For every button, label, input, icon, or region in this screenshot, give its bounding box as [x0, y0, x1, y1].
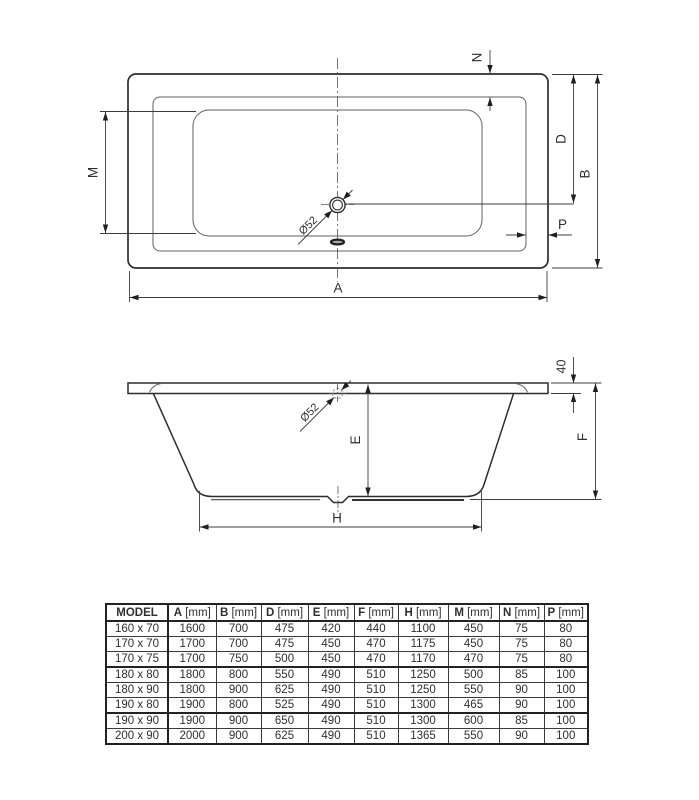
cell-e: 490	[308, 729, 354, 745]
cell-model: 180 x 80	[106, 667, 168, 683]
cell-p: 100	[544, 683, 588, 698]
table-row-160x70	[106, 621, 588, 637]
cell-b: 700	[216, 621, 261, 637]
cell-e: 490	[308, 698, 354, 714]
cell-f: 510	[354, 683, 398, 698]
table-row-200x90	[106, 729, 588, 745]
drain-diameter-label-side: Ø52	[298, 401, 322, 425]
cell-p: 100	[544, 713, 588, 729]
table-row-170x70	[106, 637, 588, 652]
column-header-n: N [mm]	[499, 604, 544, 621]
dim-label-b: B	[577, 169, 593, 179]
dim-label-a: A	[333, 280, 343, 296]
cell-model: 180 x 90	[106, 683, 168, 698]
cell-f: 510	[354, 667, 398, 683]
tub-rim-inner	[153, 97, 526, 251]
cell-m: 500	[448, 667, 499, 683]
dim-label-40: 40	[554, 359, 569, 374]
cell-n: 90	[499, 698, 544, 714]
cell-p: 80	[544, 621, 588, 637]
drain-diameter-label-top: Ø52	[296, 214, 320, 238]
cell-b: 700	[216, 637, 261, 652]
cell-d: 650	[261, 713, 308, 729]
dim-label-d: D	[553, 134, 569, 144]
dim-label-f: F	[575, 432, 590, 442]
dim-label-p: P	[557, 217, 568, 232]
column-header-model: MODEL	[106, 604, 168, 621]
cell-e: 490	[308, 713, 354, 729]
column-header-b: B [mm]	[216, 604, 261, 621]
cell-d: 550	[261, 667, 308, 683]
cell-n: 90	[499, 729, 544, 745]
dim-F	[470, 384, 602, 500]
cell-f: 510	[354, 698, 398, 714]
cell-e: 450	[308, 652, 354, 668]
cell-n: 90	[499, 683, 544, 698]
cell-f: 510	[354, 713, 398, 729]
cell-a: 1800	[168, 667, 216, 683]
cell-a: 2000	[168, 729, 216, 745]
cell-a: 1900	[168, 698, 216, 714]
dim-rim-40	[551, 357, 602, 413]
cell-d: 525	[261, 698, 308, 714]
cell-p: 100	[544, 729, 588, 745]
dim-E	[348, 385, 371, 497]
cell-n: 85	[499, 713, 544, 729]
cell-m: 550	[448, 683, 499, 698]
cell-a: 1600	[168, 621, 216, 637]
cell-model: 200 x 90	[106, 729, 168, 745]
table-row-190x80	[106, 698, 588, 714]
cell-n: 85	[499, 667, 544, 683]
cell-e: 490	[308, 667, 354, 683]
cell-model: 170 x 75	[106, 652, 168, 668]
cell-p: 80	[544, 652, 588, 668]
dim-A	[130, 271, 548, 302]
dim-label-e: E	[348, 435, 363, 445]
cell-d: 500	[261, 652, 308, 668]
cell-h: 1365	[398, 729, 448, 745]
dim-label-m: M	[85, 166, 101, 179]
cell-h: 1175	[398, 637, 448, 652]
table-head	[106, 604, 588, 621]
cell-a: 1900	[168, 713, 216, 729]
overflow-marker	[331, 240, 344, 245]
cell-h: 1300	[398, 698, 448, 714]
side-view	[128, 357, 602, 532]
cell-e: 490	[308, 683, 354, 698]
column-header-a: A [mm]	[168, 604, 216, 621]
cell-p: 80	[544, 637, 588, 652]
table-row-180x90	[106, 683, 588, 698]
cell-a: 1700	[168, 637, 216, 652]
dimension-table	[105, 603, 589, 745]
drain-circle	[321, 197, 354, 212]
tub-body-profile	[154, 394, 514, 503]
dim-B	[552, 75, 603, 268]
cell-d: 625	[261, 729, 308, 745]
dim-label-h: H	[332, 510, 342, 526]
cell-e: 450	[308, 637, 354, 652]
column-header-h: H [mm]	[398, 604, 448, 621]
cell-d: 475	[261, 637, 308, 652]
table-body	[106, 621, 588, 744]
cell-m: 450	[448, 637, 499, 652]
cell-d: 475	[261, 621, 308, 637]
cell-b: 800	[216, 667, 261, 683]
cell-h: 1170	[398, 652, 448, 668]
cell-a: 1700	[168, 652, 216, 668]
dim-D	[552, 75, 603, 204]
cell-h: 1300	[398, 713, 448, 729]
cell-model: 160 x 70	[106, 621, 168, 637]
cell-f: 470	[354, 652, 398, 668]
dim-P	[506, 217, 572, 238]
cell-h: 1250	[398, 667, 448, 683]
cell-h: 1100	[398, 621, 448, 637]
cell-model: 190 x 90	[106, 713, 168, 729]
cell-model: 170 x 70	[106, 637, 168, 652]
dim-M	[86, 112, 197, 234]
cell-b: 800	[216, 698, 261, 714]
cell-m: 470	[448, 652, 499, 668]
cell-e: 420	[308, 621, 354, 637]
table-row-180x80	[106, 667, 588, 683]
cell-a: 1800	[168, 683, 216, 698]
cell-m: 465	[448, 698, 499, 714]
column-header-f: F [mm]	[354, 604, 398, 621]
dim-label-n: N	[469, 52, 485, 63]
cell-f: 440	[354, 621, 398, 637]
cell-p: 100	[544, 667, 588, 683]
cell-p: 100	[544, 698, 588, 714]
cell-f: 510	[354, 729, 398, 745]
table-row-170x75	[106, 652, 588, 668]
cell-b: 900	[216, 683, 261, 698]
cell-n: 75	[499, 637, 544, 652]
dim-N	[470, 50, 493, 111]
table-row-190x90	[106, 713, 588, 729]
cell-m: 450	[448, 621, 499, 637]
cell-model: 190 x 80	[106, 698, 168, 714]
column-header-p: P [mm]	[544, 604, 588, 621]
cell-f: 470	[354, 637, 398, 652]
cell-b: 900	[216, 713, 261, 729]
cell-m: 550	[448, 729, 499, 745]
column-header-m: M [mm]	[448, 604, 499, 621]
cell-n: 75	[499, 621, 544, 637]
cell-m: 600	[448, 713, 499, 729]
column-header-e: E [mm]	[308, 604, 354, 621]
drain-diameter-callout-side	[298, 381, 351, 432]
cell-b: 750	[216, 652, 261, 668]
cell-b: 900	[216, 729, 261, 745]
cell-h: 1250	[398, 683, 448, 698]
column-header-d: D [mm]	[261, 604, 308, 621]
cell-d: 625	[261, 683, 308, 698]
table-header-row	[106, 604, 588, 621]
cell-n: 75	[499, 652, 544, 668]
top-view	[86, 50, 603, 302]
